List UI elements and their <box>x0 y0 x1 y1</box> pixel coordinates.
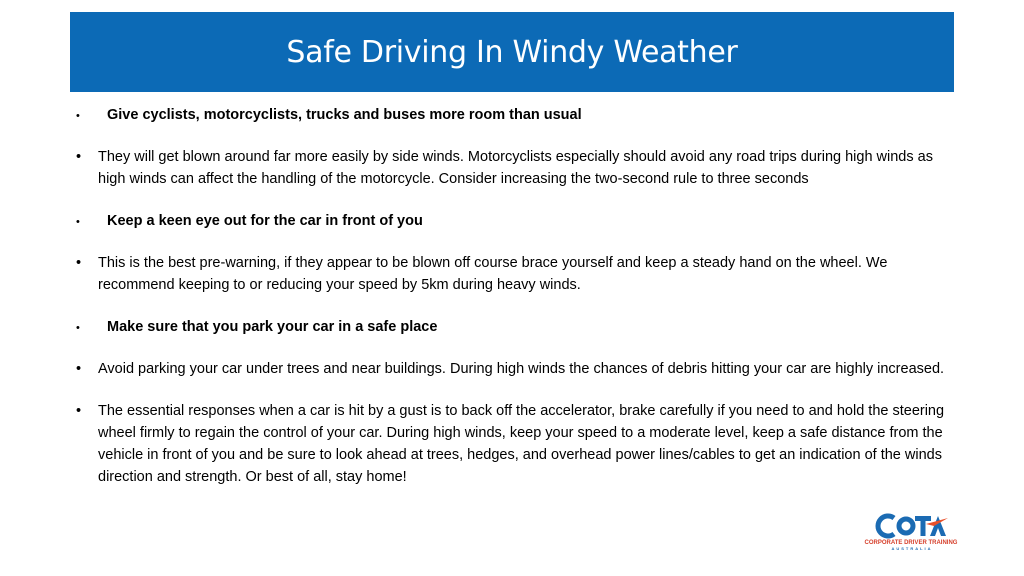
bullet-icon: • <box>76 216 80 228</box>
bullet-icon: • <box>76 110 80 122</box>
slide-title: Safe Driving In Windy Weather <box>286 34 738 70</box>
bullet-list <box>76 104 956 508</box>
list-item-text: Keep a keen eye out for the car in front of you <box>107 213 423 229</box>
list-item <box>76 210 956 232</box>
cota-logo-graphic <box>864 508 958 552</box>
list-item <box>76 146 956 190</box>
list-item-text: This is the best pre-warning, if they appear to be blown off course brace yourself and keep a steady hand on the wheel. We recommend keeping to or reducing your speed by 5km during heavy winds. <box>98 255 888 293</box>
bullet-icon: • <box>76 149 82 165</box>
cota-logo <box>864 508 958 552</box>
list-item <box>76 358 956 380</box>
list-item-text: Avoid parking your car under trees and near buildings. During high winds the chances of debris hitting your car are highly increased. <box>98 361 945 377</box>
logo-letter-t-stem <box>921 516 926 536</box>
list-item-text: Give cyclists, motorcyclists, trucks and buses more room than usual <box>107 107 582 123</box>
list-item-text: The essential responses when a car is hit by a gust is to back off the accelerator, brake carefully if you need to and hold the steering wheel firmly to regain the control of your car. During high winds, keep your speed to a moderate level, keep a safe distance from the vehicle in front of you and be sure to look ahead at trees, hedges, and overhead power lines/cables to get an indication of the winds direction and strength. Or best of all, stay home! <box>98 403 945 485</box>
list-item <box>76 400 956 488</box>
bullet-icon: • <box>76 322 80 334</box>
list-item <box>76 316 956 338</box>
bullet-icon: • <box>76 403 82 419</box>
bullet-icon: • <box>76 255 82 271</box>
logo-line1: CORPORATE DRIVER TRAINING <box>864 540 958 546</box>
list-item-text: They will get blown around far more easily by side winds. Motorcyclists especially should avoid any road trips during high winds as high winds can affect the handling of the motorcycle. Consider increasing the two-second rule to three seconds <box>98 149 933 187</box>
list-item <box>76 252 956 296</box>
title-bar <box>70 12 954 92</box>
logo-line2: AUSTRALIA <box>891 546 933 551</box>
list-item <box>76 104 956 126</box>
logo-letter-o <box>899 519 913 533</box>
bullet-icon: • <box>76 361 82 377</box>
logo-letter-c <box>878 516 894 536</box>
list-item-text: Make sure that you park your car in a safe place <box>107 319 438 335</box>
